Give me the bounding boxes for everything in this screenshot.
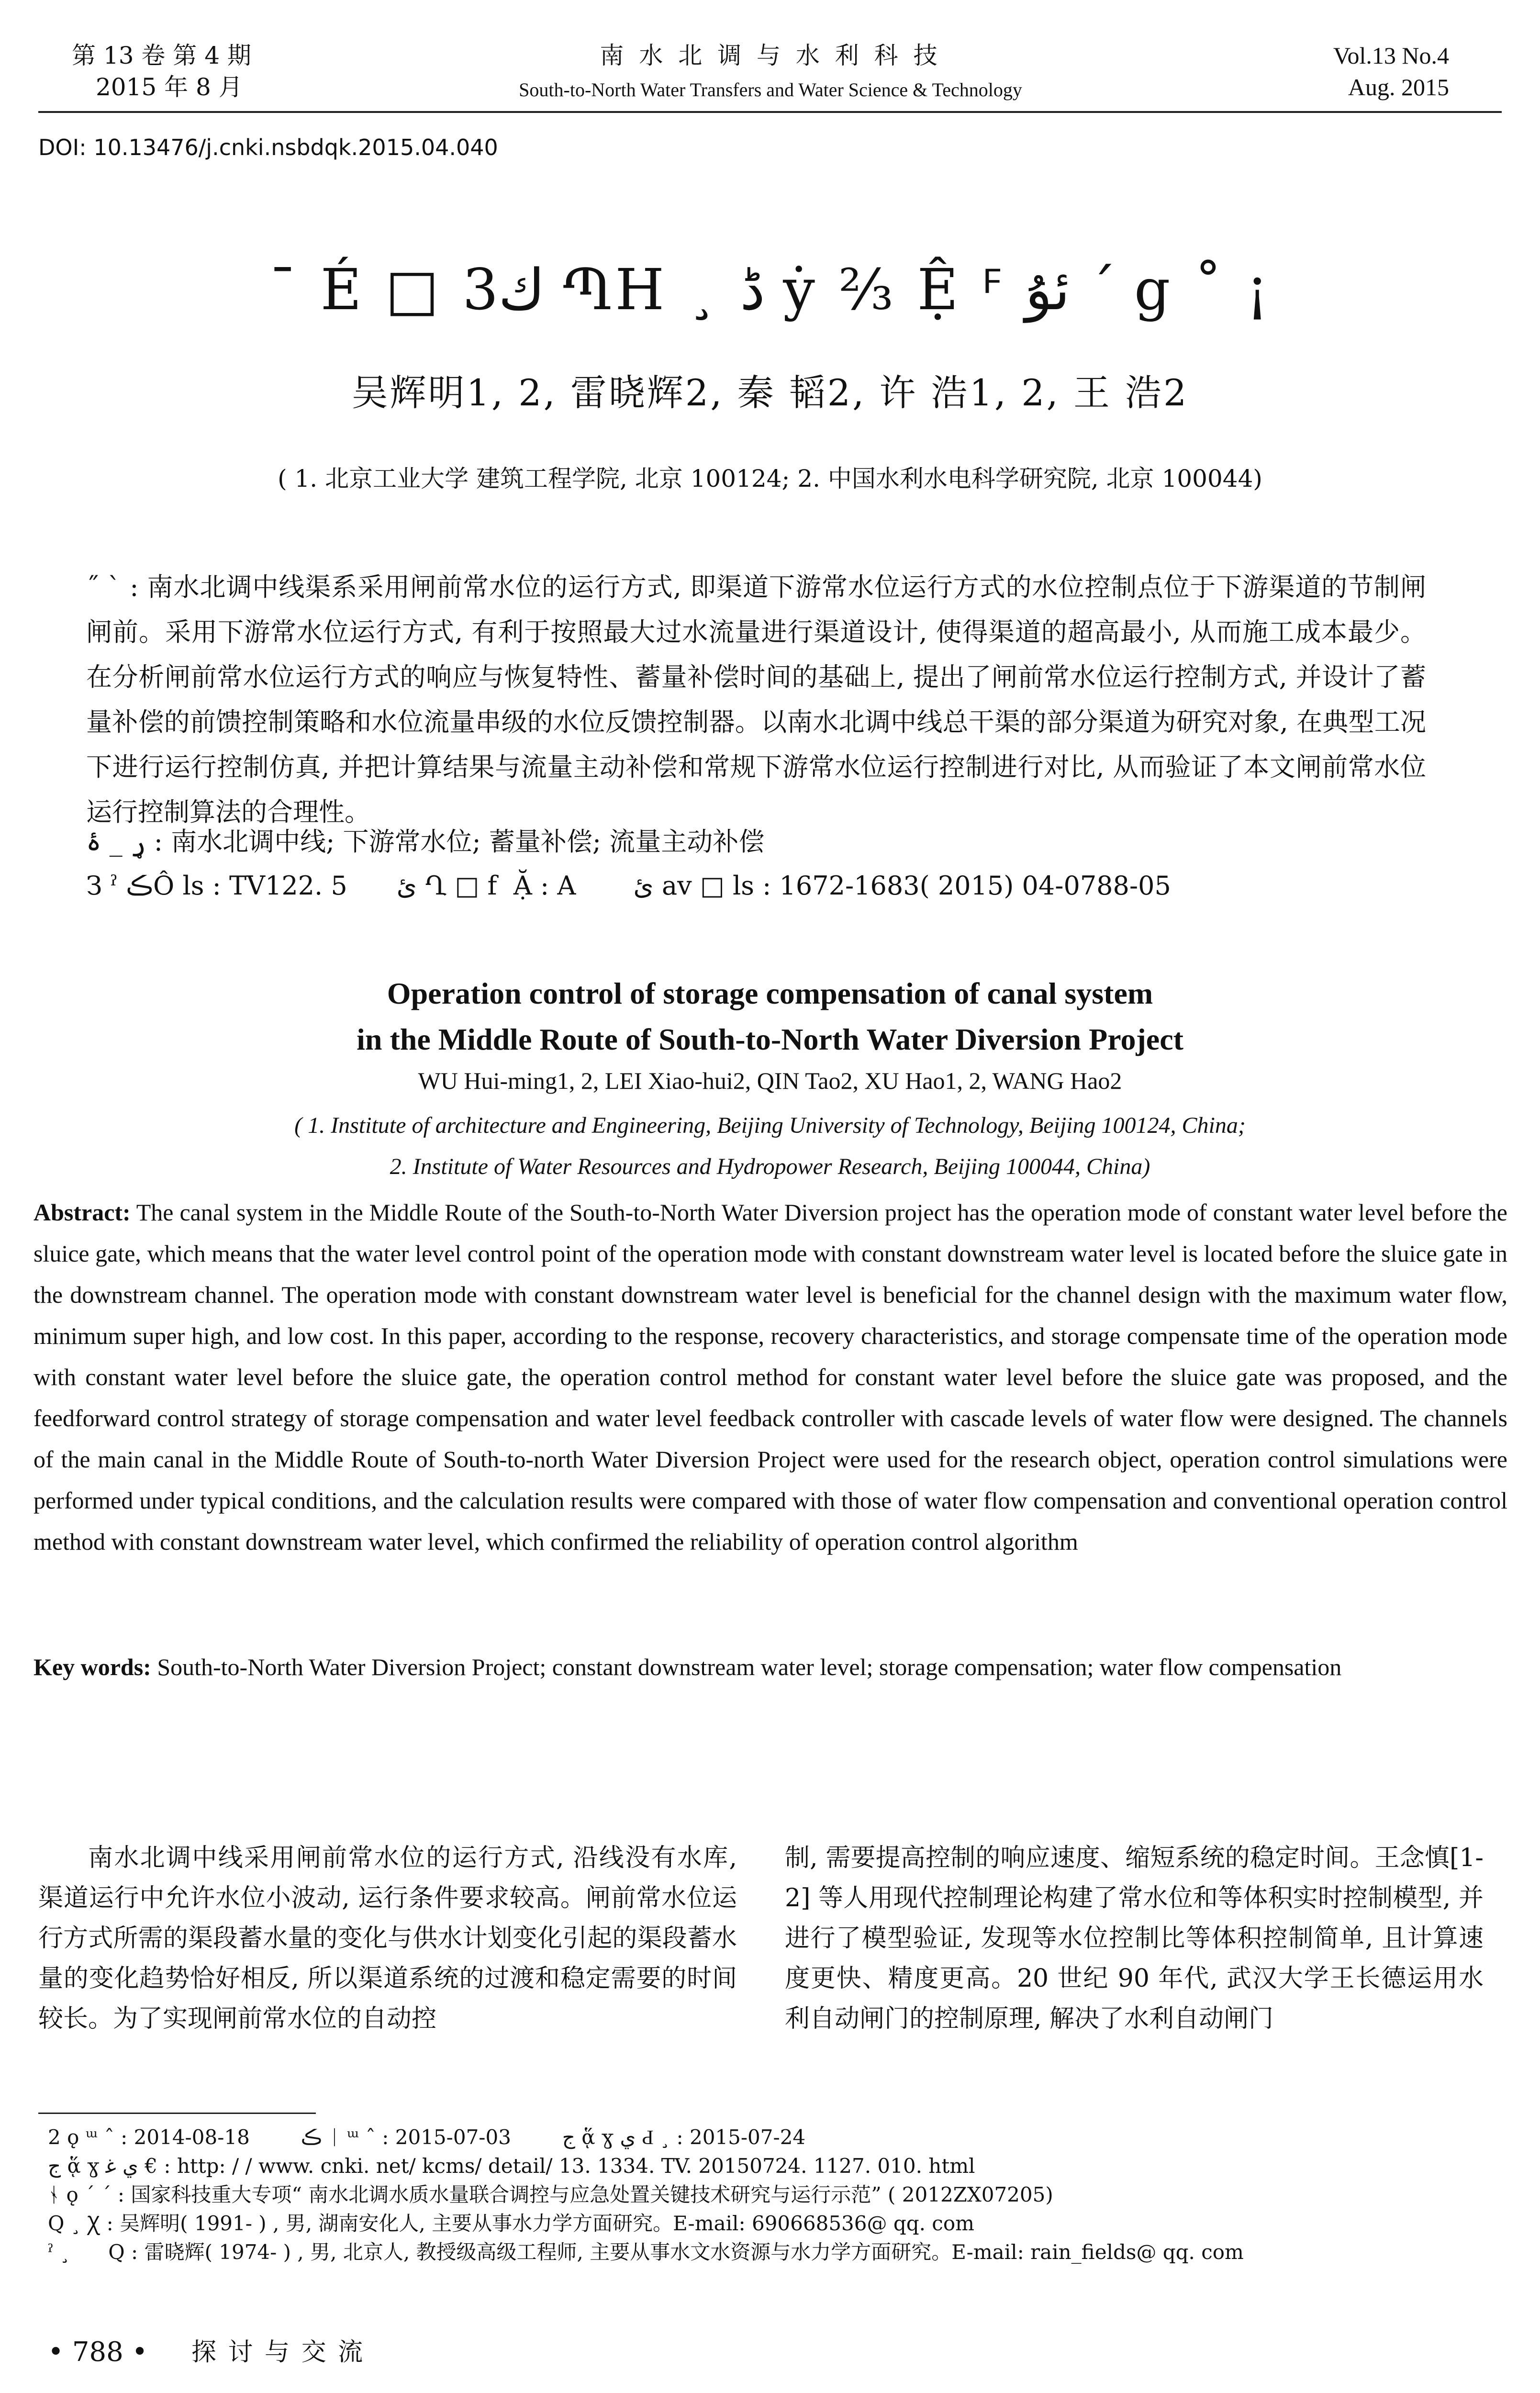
title-en-line-2: in the Middle Route of South-to-North Water Diversion Project (357, 1022, 1183, 1056)
keywords-en (33, 1646, 1507, 1688)
abstract-cn-label: ˝ ˋ : (86, 572, 139, 602)
header-journal-cn: 南 水 北 调 与 水 利 科 技 (600, 42, 941, 69)
footnote-dates: 2 ǫ ᵚ ˆ : 2014-08-18 ڪ ᛁ ᵚ ˆ : 2015-07-03 ج ᾅ ɣ ي Ԁ ¸ : 2015-07-24 (48, 2125, 806, 2149)
keywords-en-text: South-to-North Water Diversion Project; constant downstream water level; storage compensation; water flow compensation (157, 1654, 1342, 1680)
doi: DOI: 10.13476/j.cnki.nsbdqk.2015.04.040 (38, 134, 498, 160)
body-column-right: 制, 需要提高控制的响应速度、缩短系统的稳定时间。王念慎[1-2] 等人用现代控制理论构建了常水位和等体积实时控制模型, 并进行了模型验证, 发现等水位控制比等体积控制简单, 且计算速度更快、精度更高。20 世纪 90 年代, 武汉大学王长德运用水利自动闸门的控制原理, 解决了水利自动闸门 (785, 1844, 1484, 2033)
body-column-left: 南水北调中线采用闸前常水位的运行方式, 沿线没有水库, 渠道运行中允许水位小波动, 运行条件要求较高。闸前常水位运行方式所需的渠段蓄水量的变化与供水计划变化引起的渠段蓄水量的变化趋势恰好相反, 所以渠道系统的过渡和稳定需要的时间较长。为了实现闸前常水位的自动控 (38, 1844, 737, 2033)
abstract-en-text: The canal system in the Middle Route of the South-to-North Water Diversion project has the operation mode of constant water level before the sluice gate, which means that the water level control point of the operation mode with constant downstream water level is located before the sluice gate in the downstream channel. The operation mode with constant downstream water level is beneficial for the channel design with the maximum water flow, minimum super high, and low cost. In this paper, according to the response, recovery characteristics, and storage compensate time of the operation mode with constant water level before the sluice gate, the operation control method for constant water level before the sluice gate was proposed, and the feedforward control strategy of storage compensation and water level feedback controller with cascade levels of water flow were designed. The channels of the main canal in the Middle Route of South-to-north Water Diversion Project were used for the research object, operation control simulations were performed under typical conditions, and the calculation results were compared with those of water flow compensation and conventional operation control method with constant downstream water level, which confirmed the reliability of operation control algorithm (33, 1199, 1507, 1555)
keywords-cn-label: ړ _ ۂ : (86, 827, 163, 857)
page-number: • 788 • (48, 2337, 148, 2368)
affiliation-en-1: ( 1. Institute of architecture and Engineering, Beijing University of Technology, Beijing 100124, China; (294, 1113, 1246, 1138)
abstract-en-label: Abstract: (33, 1199, 131, 1226)
classification-line: З ˀ ڪÔ ls : TV122. 5 ئ Ղ □ f Ặ : A ئ av □ ls : 1672-1683( 2015) 04-0788-05 (86, 871, 1171, 901)
header-volume-issue-cn: 第 13 卷 第 4 期 (72, 42, 251, 69)
footnote-author-1: Q ¸ Ꭓ : 吴辉明( 1991- ) , 男, 湖南安化人, 主要从事水力学方面研究。E-mail: 690668536@ qq. com (48, 2212, 974, 2235)
header-date-en: Aug. 2015 (1348, 74, 1449, 101)
footnote-author-2: ˀ ¸ Q : 雷晓辉( 1974- ) , 男, 北京人, 教授级高级工程师, 主要从事水文水资源与水力学方面研究。E-mail: rain_fields@ qq. com (48, 2240, 1244, 2264)
keywords-cn-text: 南水北调中线; 下游常水位; 蓄量补偿; 流量主动补偿 (171, 827, 765, 857)
abstract-cn-text: 南水北调中线渠系采用闸前常水位的运行方式, 即渠道下游常水位运行方式的水位控制点位于下游渠道的节制闸闸前。采用下游常水位运行方式, 有利于按照最大过水流量进行渠道设计, 使得渠道的超高最小, 从而施工成本最少。在分析闸前常水位运行方式的响应与恢复特性、蓄量补偿时间的基础上, 提出了闸前常水位运行控制方式, 并设计了蓄量补偿的前馈控制策略和水位流量串级的水位反馈控制器。以南水北调中线总干渠的部分渠道为研究对象, 在典型工况下进行运行控制仿真, 并把计算结果与流量主动补偿和常规下游常水位运行控制进行对比, 从而验证了本文闸前常水位运行控制算法的合理性。 (86, 572, 1426, 827)
section-label: 探 讨 与 交 流 (191, 2338, 365, 2367)
title-cn: ¯ É □ ك3 ՊH ¸ ڈ ẏ ⅔ Ệ ꟳ ئۇ ´ g ˚ ¡ (268, 257, 1272, 323)
authors-en: WU Hui-ming1, 2, LEI Xiao-hui2, QIN Tao2, XU Hao1, 2, WANG Hao2 (418, 1067, 1122, 1094)
footnote-rule (38, 2113, 316, 2114)
abstract-en (33, 1192, 1507, 1562)
authors-cn: 吴辉明1, 2, 雷晓辉2, 秦 韬2, 许 浩1, 2, 王 浩2 (351, 371, 1189, 414)
header-rule (38, 111, 1502, 113)
keywords-en-label: Key words: (33, 1654, 151, 1680)
footnote-funding: ᛀ ǫ ´ ´ : 国家科技重大专项“ 南水北调水质水量联合调控与应急处置关键技术研究与运行示范” ( 2012ZX07205) (48, 2183, 1053, 2206)
header-volume-issue-en: Vol.13 No.4 (1333, 42, 1449, 69)
header-date-cn: 2015 年 8 月 (96, 73, 243, 101)
affiliation-cn: ( 1. 北京工业大学 建筑工程学院, 北京 100124; 2. 中国水利水电科学研究院, 北京 100044) (278, 465, 1262, 492)
footnote-url: ج ᾅ ɣ ي ﻏ € : http: / / www. cnki. net/ kcms/ detail/ 13. 1334. TV. 20150724. 1127. 010. html (48, 2154, 975, 2178)
header-journal-en: South-to-North Water Transfers and Water Science & Technology (519, 79, 1022, 101)
keywords-cn (86, 825, 1426, 859)
abstract-cn (86, 565, 1426, 835)
title-en-line-1: Operation control of storage compensation of canal system (387, 976, 1153, 1010)
affiliation-en-2: 2. Institute of Water Resources and Hydropower Research, Beijing 100044, China) (390, 1154, 1150, 1179)
